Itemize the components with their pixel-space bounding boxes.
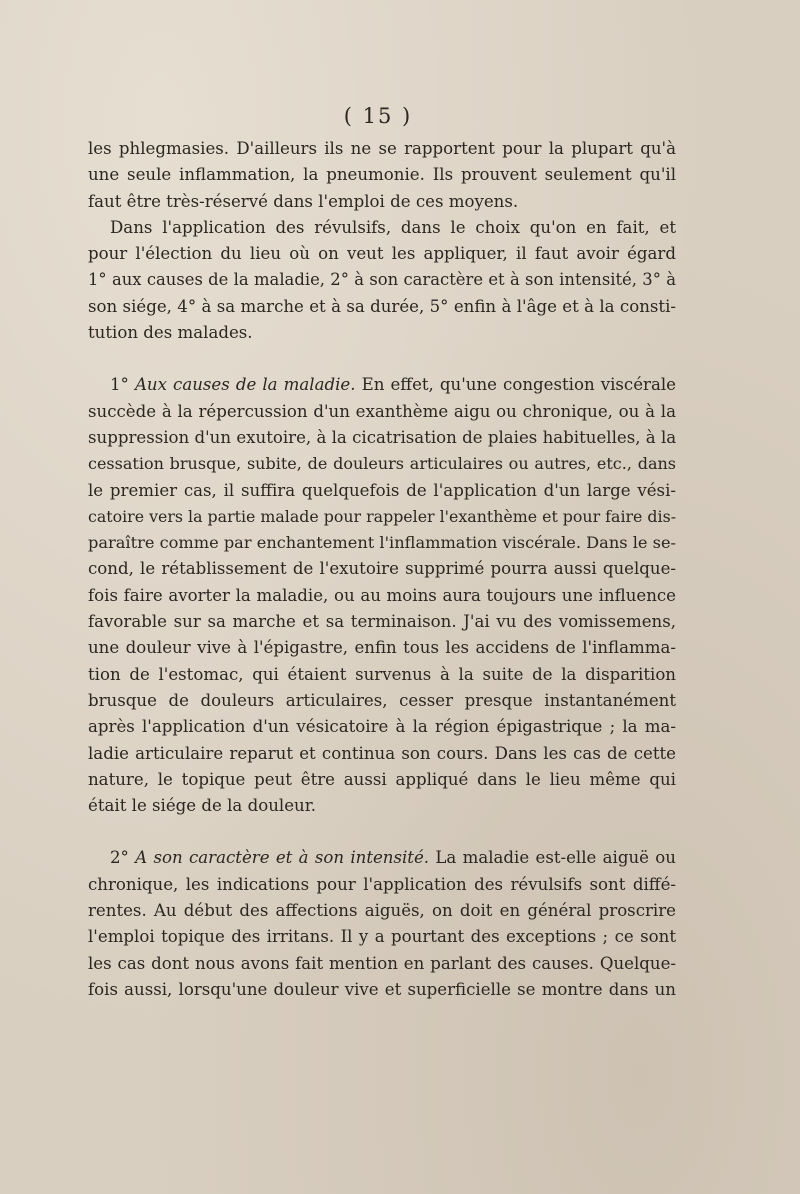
text-line: brusque de douleurs articulaires, cesser presque instantanément	[88, 690, 676, 710]
text-line: cond, le rétablissement de l'exutoire supprimé pourra aussi quelque-	[88, 559, 676, 579]
text-line: l'emploi topique des irritans. Il y a pourtant des exceptions ; ce sont	[88, 927, 676, 947]
text-line: le premier cas, il suffira quelquefois de l'application d'un large vési-	[88, 480, 676, 500]
text-line: fois faire avorter la maladie, ou au moins aura toujours une influence	[88, 585, 676, 605]
text-line: tion de l'estomac, qui étaient survenus à la suite de la disparition	[88, 664, 676, 684]
text-line: favorable sur sa marche et sa terminaison. J'ai vu des vomissemens,	[88, 612, 676, 632]
text-line: paraître comme par enchantement l'inflammation viscérale. Dans le se-	[88, 533, 676, 553]
text-line: une seule inflammation, la pneumonie. Ils prouvent seulement qu'il	[88, 165, 676, 185]
text-line: Dans l'application des révulsifs, dans le choix qu'on en fait, et	[110, 217, 676, 237]
text-line: suppression d'un exutoire, à la cicatrisation de plaies habituelles, à la	[88, 427, 677, 447]
text-line: 1° aux causes de la maladie, 2° à son caractère et à son intensité, 3° à	[88, 270, 676, 290]
text-line: pour l'élection du lieu où on veut les appliquer, il faut avoir égard	[88, 244, 676, 264]
section-text: La maladie est-elle aiguë ou	[429, 848, 676, 868]
section-text: En effet, qu'une congestion viscérale	[355, 375, 676, 395]
section-heading: Aux causes de la maladie.	[134, 375, 356, 395]
text-line: les phlegmasies. D'ailleurs ils ne se rapportent pour la plupart qu'à	[88, 139, 676, 158]
section-number: 2°	[110, 848, 136, 868]
text-line: catoire vers la partie malade pour rappeler l'exanthème et pour faire dis-	[88, 506, 677, 526]
text-line: cessation brusque, subite, de douleurs articulaires ou autres, etc., dans	[88, 454, 676, 474]
text-line: tution des malades.	[88, 323, 253, 343]
text-line: ladie articulaire reparut et continua son cours. Dans les cas de cette	[88, 743, 676, 763]
text-line: nature, le topique peut être aussi appliqué dans le lieu même qui	[88, 769, 676, 789]
body-text	[88, 136, 676, 1003]
text-line: les cas dont nous avons fait mention en parlant des causes. Quelque-	[88, 953, 676, 973]
text-line: était le siége de la douleur.	[88, 796, 317, 816]
section-heading: A son caractère et à son intensité.	[135, 848, 430, 868]
text-line: après l'application d'un vésicatoire à la région épigastrique ; la ma-	[88, 717, 676, 737]
text-line: son siége, 4° à sa marche et à sa durée, 5° enfin à l'âge et à la consti-	[88, 296, 676, 316]
section-heading-line	[88, 372, 676, 398]
text-line: rentes. Au début des affections aiguës, on doit en général proscrire	[88, 901, 676, 921]
text-line: faut être très-réservé dans l'emploi de ces moyens.	[88, 191, 519, 211]
text-line: succède à la répercussion d'un exanthème aigu ou chronique, ou à la	[88, 401, 676, 421]
text-line: fois aussi, lorsqu'une douleur vive et superficielle se montre dans un	[88, 979, 676, 999]
text-line: chronique, les indications pour l'application des révulsifs sont diffé-	[88, 874, 676, 894]
section-heading-line	[88, 845, 676, 871]
page-number: ( 15 )	[343, 104, 413, 128]
paragraph-gap	[88, 819, 676, 845]
text-line: une douleur vive à l'épigastre, enfin tous les accidens de l'inflamma-	[88, 638, 676, 658]
section-number: 1°	[110, 375, 135, 395]
paragraph-gap	[88, 346, 676, 372]
